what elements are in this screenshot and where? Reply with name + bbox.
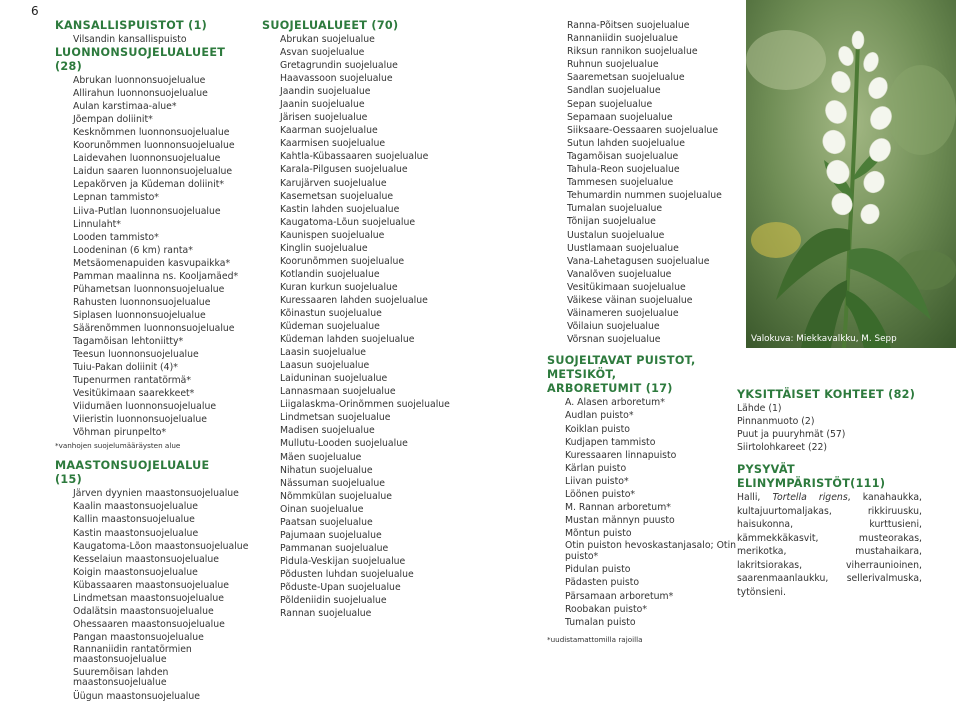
list-item: Lindmetsan maastonsuojelualue xyxy=(73,592,224,604)
list-item: Rannaniidin rantatörmien maastonsuojelualue xyxy=(73,643,192,666)
list-item: Väinameren suojelualue xyxy=(567,308,679,320)
list-item: Looden tammisto* xyxy=(73,231,159,243)
list-item: Pajumaan suojelualue xyxy=(280,529,382,541)
list-item: Pinnanmuoto (2) xyxy=(737,416,815,427)
list-item: Vana-Lahetagusen suojelualue xyxy=(567,255,710,267)
list-item: Kastin lahden suojelualue xyxy=(280,203,400,215)
list-item: Tagamõisan suojelualue xyxy=(567,150,679,162)
list-item: Järven dyynien maastonsuojelualue xyxy=(73,488,239,500)
orchid-illustration xyxy=(746,0,956,348)
list-protection-areas-continued xyxy=(547,19,737,346)
list-item: Lähde (1) xyxy=(737,403,782,414)
list-item: Tammesen suojelualue xyxy=(567,177,674,189)
list-item: Rannaniidin suojelualue xyxy=(567,33,678,45)
list-item: Linnulaht* xyxy=(73,218,121,230)
list-item: A. Alasen arboretum* xyxy=(565,397,665,409)
column-3 xyxy=(547,19,737,652)
list-item: Siiksaare-Oessaaren suojelualue xyxy=(567,124,719,136)
list-item: Nässuman suojelualue xyxy=(280,477,385,489)
list-item: Roobakan puisto* xyxy=(565,603,647,615)
list-item: Pangan maastonsuojelualue xyxy=(73,631,204,643)
list-item: Küdeman suojelualue xyxy=(280,321,380,333)
list-item: Ohessaaren maastonsuojelualue xyxy=(73,618,225,630)
list-item: Rahusten luonnonsuojelualue xyxy=(73,296,211,308)
list-protection-areas xyxy=(262,33,462,620)
list-item: Lannasmaan suojelualue xyxy=(280,386,396,398)
list-item: Kesknõmmen luonnonsuojelualue xyxy=(73,127,230,139)
list-item: Rannan suojelualue xyxy=(280,608,372,620)
list-item: Teesun luonnonsuojelualue xyxy=(73,349,199,361)
list-item: Pidula-Veskijan suojelualue xyxy=(280,555,406,567)
column-1 xyxy=(55,19,249,703)
list-item: Väikese väinan suojelualue xyxy=(567,294,693,306)
list-item: Kasemetsan suojelualue xyxy=(280,190,394,202)
list-national-parks xyxy=(55,33,240,46)
list-item: Kaugatoma-Lõun suojelualue xyxy=(280,216,416,228)
list-item: Kallin maastonsuojelualue xyxy=(73,514,195,526)
list-item: Pärsamaan arboretum* xyxy=(565,590,674,602)
list-item: Koorunõmmen suojelualue xyxy=(280,255,405,267)
list-item: M. Rannan arboretum* xyxy=(565,502,671,514)
list-item: Tupenurmen rantatörmä* xyxy=(73,375,191,387)
list-item: Küdeman lahden suojelualue xyxy=(280,334,415,346)
list-item: Laidevahen luonnonsuojelualue xyxy=(73,153,221,165)
list-item: Kesselaiun maastonsuojelualue xyxy=(73,553,219,565)
list-item: Põdusten luhdan suojelualue xyxy=(280,568,414,580)
list-item: Mullutu-Looden suojelualue xyxy=(280,438,408,450)
note-old-regulations: *vanhojen suojelumääräysten alue xyxy=(55,441,181,451)
list-item: Põduste-Upan suojelualue xyxy=(280,581,401,593)
column-2 xyxy=(262,19,462,620)
list-item: Kuressaaren linnapuisto xyxy=(565,449,677,461)
list-item: Laiduninan suojelualue xyxy=(280,373,388,385)
heading-protection-areas: SUOJELUALUEET (70) xyxy=(262,19,399,32)
list-item: Vanalõven suojelualue xyxy=(567,268,672,280)
list-item: Allirahun luonnonsuojelualue xyxy=(73,88,208,100)
list-item: Liivan puisto* xyxy=(565,475,629,487)
list-item: Pühametsan luonnonsuojelualue xyxy=(73,283,225,295)
list-single-objects xyxy=(737,402,922,454)
list-item: Tehumardin nummen suojelualue xyxy=(567,190,722,202)
list-item: Mäen suojelualue xyxy=(280,451,362,463)
list-item: Audlan puisto* xyxy=(565,410,634,422)
list-item: Ruhnun suojelualue xyxy=(567,59,659,71)
list-item: Riksun rannikon suojelualue xyxy=(567,46,698,58)
list-item: Nihatun suojelualue xyxy=(280,464,373,476)
list-item: Viieristin luonnonsuojelualue xyxy=(73,414,207,426)
list-item: Järisen suojelualue xyxy=(280,112,368,124)
list-item: Tuiu-Pakan doliinit (4)* xyxy=(73,362,178,374)
list-item: Koorunõmmen luonnonsuojelualue xyxy=(73,140,235,152)
heading-parks-line1: SUOJELTAVAT PUISTOT, METSIKÖT, xyxy=(547,354,696,382)
list-item: Jõempan doliinit* xyxy=(73,114,153,126)
list-item: Ranna-Põitsen suojelualue xyxy=(567,20,690,31)
list-item: Mõntun puisto xyxy=(565,528,632,540)
list-item: Karujärven suojelualue xyxy=(280,177,387,189)
list-item: Lindmetsan suojelualue xyxy=(280,412,391,424)
list-item: Tumalan suojelualue xyxy=(567,203,663,215)
list-item: Liigalaskma-Orinõmmen suojelualue xyxy=(280,399,450,411)
list-item: Suuremõisan lahden maastonsuojelualue xyxy=(73,666,169,689)
list-item: Vilsandin kansallispuisto xyxy=(73,34,187,45)
list-item: Kärlan puisto xyxy=(565,462,627,474)
list-item: Kudjapen tammisto xyxy=(565,436,656,448)
list-item: Otin puiston hevoskastanjasalo; Otin puisto* xyxy=(565,540,737,562)
list-item: Odalätsin maastonsuojelualue xyxy=(73,605,214,617)
habitats-text-rest: , kanahaukka, kultajuurtomaljakas, rikkiruusku, haisukonna, kurttusieni, kämmekkäkasvit, musteorakas, merikotka, mustahaikara, lakritsiorakas, viherraunioinen, saarenmaanlaukku, sellerivalmuska, tytönsieni. xyxy=(737,492,922,598)
heading-single-objects: YKSITTÄISET KOHTEET (82) xyxy=(737,388,916,401)
list-item: Jaandin suojelualue xyxy=(280,86,371,98)
list-item: Aulan karstimaa-alue* xyxy=(73,101,177,113)
list-parks-arboretums xyxy=(547,396,737,629)
list-item: Madisen suojelualue xyxy=(280,425,375,437)
list-item: Siirtolohkareet (22) xyxy=(737,442,828,453)
list-item: Pamman maalinna ns. Kooljamäed* xyxy=(73,270,239,282)
list-landscape-areas xyxy=(55,487,249,703)
list-item: Vesitükimaan suojelualue xyxy=(567,281,686,293)
list-item: Kotlandin suojelualue xyxy=(280,268,380,280)
list-item: Võhman pirunpelto* xyxy=(73,427,167,439)
list-item: Säärenõmmen luonnonsuojelualue xyxy=(73,322,235,334)
list-item: Kaugatoma-Lõon maastonsuojelualue xyxy=(73,540,249,552)
list-item: Tagamõisan lehtoniitty* xyxy=(73,335,184,347)
list-item: Laidun saaren luonnonsuojelualue xyxy=(73,166,233,178)
list-item: Laasin suojelualue xyxy=(280,347,366,359)
heading-national-parks: KANSALLISPUISTOT (1) xyxy=(55,19,208,32)
list-item: Metsäomenapuiden kasvupaikka* xyxy=(73,257,231,269)
list-item: Tahula-Reon suojelualue xyxy=(567,164,680,176)
list-item: Nõmmkülan suojelualue xyxy=(280,490,392,502)
list-item: Asvan suojelualue xyxy=(280,47,365,59)
list-item: Haavassoon suojelualue xyxy=(280,73,393,85)
list-item: Sepamaan suojelualue xyxy=(567,111,673,123)
list-item: Kuran kurkun suojelualue xyxy=(280,281,398,293)
list-item: Kaalin maastonsuojelualue xyxy=(73,501,198,513)
orchid-photo xyxy=(746,0,956,348)
habitats-text xyxy=(737,491,922,599)
list-item: Oinan suojelualue xyxy=(280,503,364,515)
list-item: Võilaiun suojelualue xyxy=(567,321,660,333)
heading-habitats: PYSYVÄT ELINYMPÄRISTÖT(111) xyxy=(737,463,886,490)
list-item: Abrukan luonnonsuojelualue xyxy=(73,75,206,87)
list-item: Uustalun suojelualue xyxy=(567,229,665,241)
list-item: Liiva-Putlan luonnonsuojelualue xyxy=(73,205,221,217)
list-item: Sandlan suojelualue xyxy=(567,85,661,97)
list-item: Tõnijan suojelualue xyxy=(567,216,656,228)
list-item: Gretagrundin suojelualue xyxy=(280,60,398,72)
list-item: Sepan suojelualue xyxy=(567,98,653,110)
heading-parks-arboretums xyxy=(547,354,737,396)
list-item: Kaunispen suojelualue xyxy=(280,229,385,241)
list-item: Mustan männyn puusto xyxy=(565,515,675,527)
list-item: Kaarmisen suojelualue xyxy=(280,138,386,150)
list-item: Saaremetsan suojelualue xyxy=(567,72,685,84)
list-item: Kastin maastonsuojelualue xyxy=(73,527,199,539)
list-nature-reserves xyxy=(55,74,240,439)
list-item: Sutun lahden suojelualue xyxy=(567,137,685,149)
column-4 xyxy=(737,388,922,599)
habitats-text-start: Halli, xyxy=(737,492,773,503)
list-item: Kübassaaren maastonsuojelualue xyxy=(73,579,230,591)
list-item: Kinglin suojelualue xyxy=(280,242,368,254)
list-item: Viidumäen luonnonsuojelualue xyxy=(73,401,217,413)
note-unrenewed-borders: *uudistamattomilla rajoilla xyxy=(547,634,643,644)
list-item: Lepakõrven ja Küdeman doliinit* xyxy=(73,179,225,191)
list-item: Lepnan tammisto* xyxy=(73,192,159,204)
list-item: Paatsan suojelualue xyxy=(280,516,373,528)
habitats-text-species: Tortella rigens xyxy=(772,492,848,503)
list-item: Uustlamaan suojelualue xyxy=(567,242,679,254)
list-item: Üügun maastonsuojelualue xyxy=(73,690,200,702)
heading-landscape-areas: MAASTONSUOJELUALUE (15) xyxy=(55,459,210,487)
list-item: Siplasen luonnonsuojelualue xyxy=(73,309,206,321)
heading-nature-reserves: LUONNONSUOJELUALUEET (28) xyxy=(55,46,226,74)
photo-caption: Valokuva: Miekkavalkku, M. Sepp xyxy=(751,334,897,344)
heading-parks-line2: ARBORETUMIT (17) xyxy=(547,382,673,396)
list-item: Kaarman suojelualue xyxy=(280,125,378,137)
list-item: Abrukan suojelualue xyxy=(280,34,375,45)
list-item: Kahtla-Kübassaaren suojelualue xyxy=(280,151,429,163)
list-item: Kuressaaren lahden suojelualue xyxy=(280,294,428,306)
list-item: Jaanin suojelualue xyxy=(280,99,365,111)
list-item: Puut ja puuryhmät (57) xyxy=(737,429,846,440)
list-item: Vesitükimaan saarekkeet* xyxy=(73,388,195,400)
list-item: Koigin maastonsuojelualue xyxy=(73,566,198,578)
list-item: Põldeniidin suojelualue xyxy=(280,595,387,607)
list-item: Tumalan puisto xyxy=(565,616,636,628)
list-item: Pädasten puisto xyxy=(565,577,640,589)
list-item: Löönen puisto* xyxy=(565,489,636,500)
list-item: Koiklan puisto xyxy=(565,423,630,435)
page-number-left: 6 xyxy=(31,4,39,18)
list-item: Laasun suojelualue xyxy=(280,360,370,372)
list-item: Pammanan suojelualue xyxy=(280,542,389,554)
list-item: Karala-Pilgusen suojelualue xyxy=(280,164,408,176)
list-item: Pidulan puisto xyxy=(565,564,631,576)
list-item: Võrsnan suojelualue xyxy=(567,334,661,346)
list-item: Kõinastun suojelualue xyxy=(280,307,382,319)
list-item: Loodeninan (6 km) ranta* xyxy=(73,244,193,256)
